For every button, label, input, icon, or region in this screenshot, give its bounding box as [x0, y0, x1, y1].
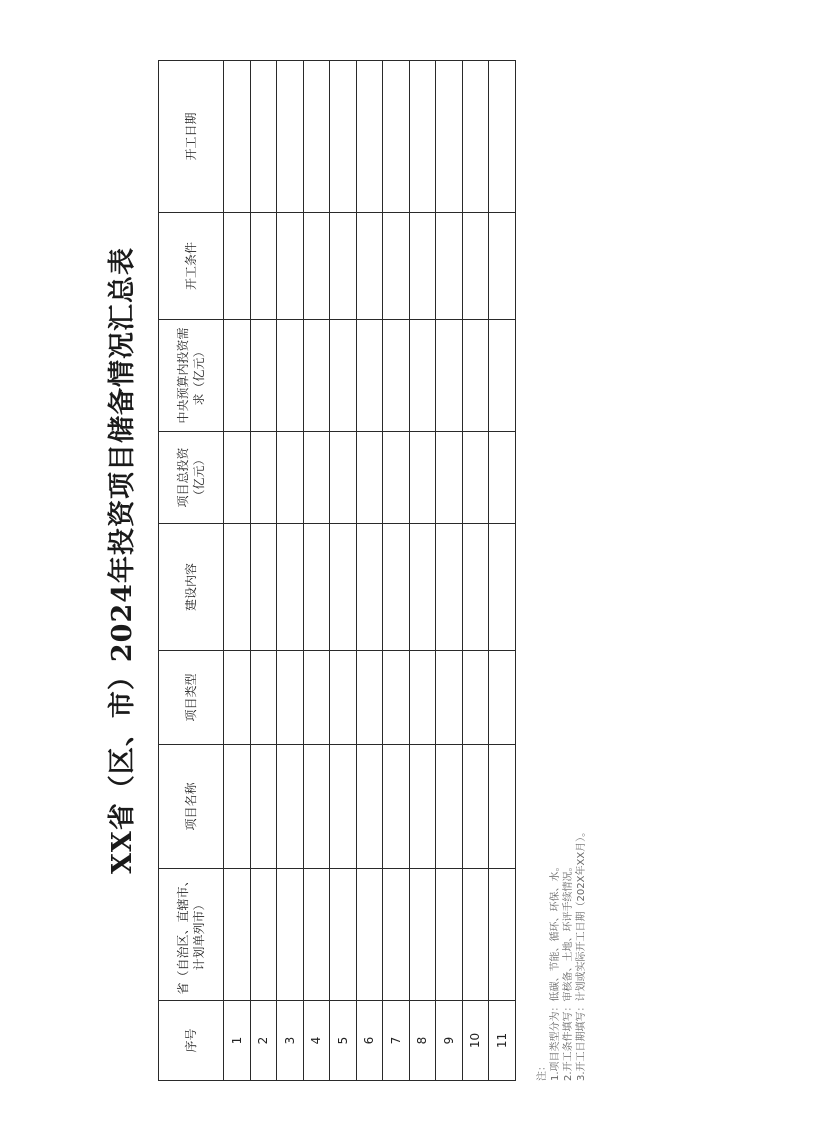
empty-cell[interactable] [303, 651, 330, 745]
empty-cell[interactable] [409, 651, 436, 745]
empty-cell[interactable] [462, 745, 489, 869]
empty-cell[interactable] [277, 524, 304, 651]
empty-cell[interactable] [409, 320, 436, 432]
empty-cell[interactable] [409, 432, 436, 524]
table-row [224, 61, 251, 1081]
table-row [330, 61, 357, 1081]
empty-cell[interactable] [436, 432, 463, 524]
empty-cell[interactable] [436, 651, 463, 745]
empty-cell[interactable] [383, 213, 410, 320]
empty-cell[interactable] [303, 745, 330, 869]
empty-cell[interactable] [303, 213, 330, 320]
table-row [383, 61, 410, 1081]
table-row [356, 61, 383, 1081]
empty-cell[interactable] [436, 869, 463, 1001]
empty-cell[interactable] [250, 651, 277, 745]
empty-cell[interactable] [383, 61, 410, 213]
empty-cell[interactable] [356, 213, 383, 320]
empty-cell[interactable] [436, 213, 463, 320]
table-header-row [159, 61, 224, 1081]
header-start-date: 开工日期 [159, 61, 224, 213]
row-number: 10 [462, 1001, 489, 1081]
empty-cell[interactable] [489, 213, 516, 320]
notes [536, 827, 588, 1081]
empty-cell[interactable] [250, 213, 277, 320]
row-number: 7 [383, 1001, 410, 1081]
empty-cell[interactable] [462, 524, 489, 651]
header-construction-content: 建设内容 [159, 524, 224, 651]
empty-cell[interactable] [250, 61, 277, 213]
table-row [489, 61, 516, 1081]
empty-cell[interactable] [489, 61, 516, 213]
header-project-type: 项目类型 [159, 651, 224, 745]
note-item: 1.项目类型分为：低碳、节能、循环、环保、水。 [550, 861, 561, 1081]
empty-cell[interactable] [277, 213, 304, 320]
empty-cell[interactable] [330, 320, 357, 432]
row-number: 2 [250, 1001, 277, 1081]
empty-cell[interactable] [250, 432, 277, 524]
table-row [250, 61, 277, 1081]
header-province: 省（自治区、直辖市、计划单列市） [159, 869, 224, 1001]
empty-cell[interactable] [277, 651, 304, 745]
row-number: 8 [409, 1001, 436, 1081]
empty-cell[interactable] [462, 61, 489, 213]
empty-cell[interactable] [436, 61, 463, 213]
empty-cell[interactable] [303, 61, 330, 213]
empty-cell[interactable] [356, 61, 383, 213]
empty-cell[interactable] [436, 524, 463, 651]
empty-cell[interactable] [250, 745, 277, 869]
table-row [303, 61, 330, 1081]
empty-cell[interactable] [383, 745, 410, 869]
empty-cell[interactable] [224, 432, 251, 524]
row-number: 9 [436, 1001, 463, 1081]
row-number: 6 [356, 1001, 383, 1081]
empty-cell[interactable] [409, 869, 436, 1001]
empty-cell[interactable] [409, 524, 436, 651]
row-number: 3 [277, 1001, 304, 1081]
empty-cell[interactable] [409, 745, 436, 869]
empty-cell[interactable] [330, 213, 357, 320]
row-number: 11 [489, 1001, 516, 1081]
empty-cell[interactable] [250, 869, 277, 1001]
empty-cell[interactable] [462, 869, 489, 1001]
empty-cell[interactable] [277, 745, 304, 869]
empty-cell[interactable] [303, 320, 330, 432]
empty-cell[interactable] [489, 524, 516, 651]
empty-cell[interactable] [277, 320, 304, 432]
empty-cell[interactable] [356, 432, 383, 524]
empty-cell[interactable] [224, 524, 251, 651]
header-start-conditions: 开工条件 [159, 213, 224, 320]
empty-cell[interactable] [356, 745, 383, 869]
empty-cell[interactable] [383, 432, 410, 524]
table-row [462, 61, 489, 1081]
header-project-name: 项目名称 [159, 745, 224, 869]
empty-cell[interactable] [356, 651, 383, 745]
empty-cell[interactable] [303, 524, 330, 651]
empty-cell[interactable] [277, 61, 304, 213]
empty-cell[interactable] [303, 432, 330, 524]
empty-cell[interactable] [224, 213, 251, 320]
empty-cell[interactable] [330, 524, 357, 651]
empty-cell[interactable] [489, 320, 516, 432]
empty-cell[interactable] [224, 651, 251, 745]
empty-cell[interactable] [462, 320, 489, 432]
empty-cell[interactable] [383, 524, 410, 651]
empty-cell[interactable] [383, 869, 410, 1001]
empty-cell[interactable] [462, 651, 489, 745]
empty-cell[interactable] [330, 432, 357, 524]
document-title: XX省（区、市）2024年投资项目储备情况汇总表 [107, 246, 138, 875]
empty-cell[interactable] [330, 869, 357, 1001]
table-body [224, 61, 516, 1081]
row-number: 4 [303, 1001, 330, 1081]
empty-cell[interactable] [303, 869, 330, 1001]
empty-cell[interactable] [436, 320, 463, 432]
empty-cell[interactable] [356, 524, 383, 651]
row-number: 1 [224, 1001, 251, 1081]
empty-cell[interactable] [330, 651, 357, 745]
empty-cell[interactable] [330, 745, 357, 869]
empty-cell[interactable] [250, 524, 277, 651]
table-row [409, 61, 436, 1081]
row-number: 5 [330, 1001, 357, 1081]
header-central-budget: 中央预算内投资需求（亿元） [159, 320, 224, 432]
empty-cell[interactable] [409, 213, 436, 320]
summary-table [158, 60, 516, 1081]
empty-cell[interactable] [277, 432, 304, 524]
table-row [436, 61, 463, 1081]
note-item: 3.开工日期填写：计划或实际开工日期（202X年XX月）。 [576, 826, 587, 1081]
empty-cell[interactable] [489, 745, 516, 869]
empty-cell[interactable] [489, 869, 516, 1001]
table-row [277, 61, 304, 1081]
empty-cell[interactable] [224, 869, 251, 1001]
header-seq: 序号 [159, 1001, 224, 1081]
empty-cell[interactable] [356, 869, 383, 1001]
empty-cell[interactable] [330, 61, 357, 213]
empty-cell[interactable] [489, 432, 516, 524]
empty-cell[interactable] [224, 320, 251, 432]
note-item: 2.开工条件填写：审核备、土地、环评手续情况。 [563, 861, 574, 1081]
empty-cell[interactable] [224, 745, 251, 869]
empty-cell[interactable] [356, 320, 383, 432]
empty-cell[interactable] [383, 320, 410, 432]
empty-cell[interactable] [436, 745, 463, 869]
empty-cell[interactable] [462, 432, 489, 524]
empty-cell[interactable] [489, 651, 516, 745]
empty-cell[interactable] [277, 869, 304, 1001]
notes-label: 注： [537, 1061, 548, 1081]
empty-cell[interactable] [409, 61, 436, 213]
empty-cell[interactable] [224, 61, 251, 213]
empty-cell[interactable] [462, 213, 489, 320]
header-total-investment: 项目总投资（亿元） [159, 432, 224, 524]
empty-cell[interactable] [250, 320, 277, 432]
empty-cell[interactable] [383, 651, 410, 745]
